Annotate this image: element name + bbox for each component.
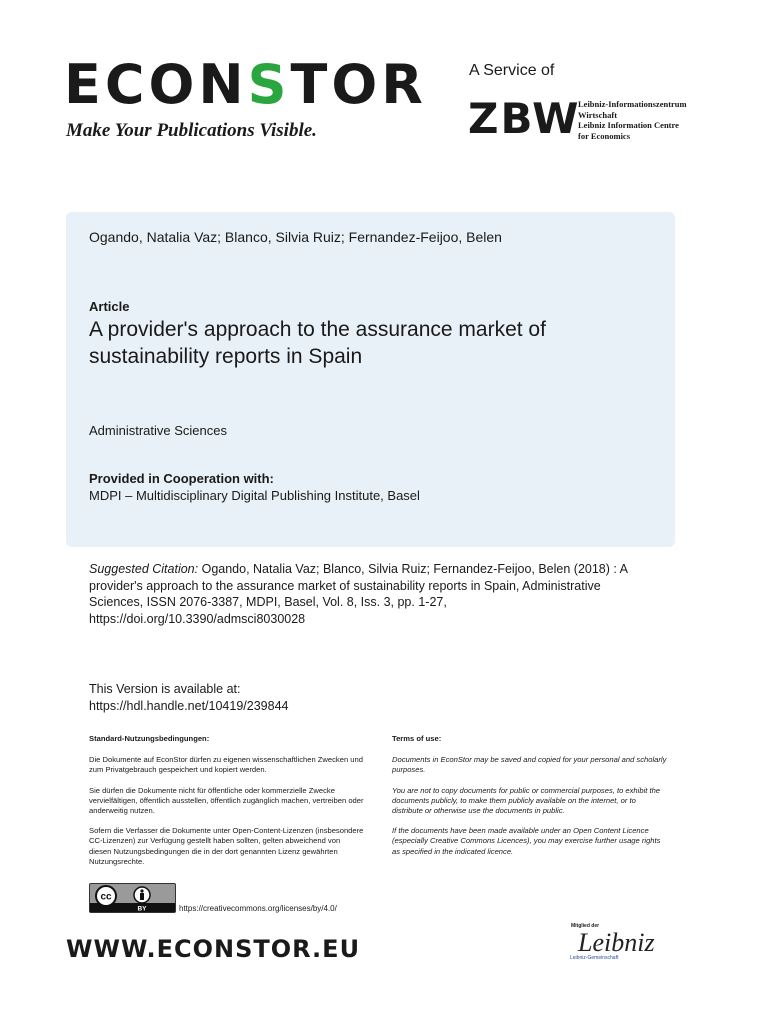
cooperation-label: Provided in Cooperation with: xyxy=(89,471,274,486)
zbw-line: Leibniz Information Centre xyxy=(578,120,679,130)
version-link[interactable]: https://hdl.handle.net/10419/239844 xyxy=(89,699,289,713)
zbw-name xyxy=(578,99,687,141)
zbw-line: for Economics xyxy=(578,130,631,141)
terms-german-paragraph: Sie dürfen die Dokumente nicht für öffentliche oder kommerzielle Zwecke vervielfältigen, öffentlich ausstellen, öffentlich zugänglich machen, vertreiben oder anderweitig nutzen. xyxy=(89,785,364,816)
terms-german-paragraph: Sofern die Verfasser die Dokumente unter Open-Content-Lizenzen (insbesondere CC-Lizenzen) zur Verfügung gestellt haben sollten, gelten abweichend von diesen Nutzungsbedingungen die in der dort genannten Lizenz gewährten Nutzungsrechte. xyxy=(89,826,364,866)
terms-english-paragraph: If the documents have been made available under an Open Content Licence (especially Creative Commons Licences), you may exercise further usage rights as specified in the indicated licence. xyxy=(392,826,661,856)
terms-english-paragraph: You are not to copy documents for public or commercial purposes, to exhibit the documents publicly, to make them publicly available on the internet, or to distribute or otherwise use the documents in public. xyxy=(392,785,661,816)
logo-accent: S xyxy=(247,53,291,116)
terms-english xyxy=(392,734,667,867)
citation-label: Suggested Citation: xyxy=(89,562,199,576)
cc-badge-text: cc xyxy=(100,891,112,903)
econstor-site-link[interactable]: WWW.ECONSTOR.EU xyxy=(66,935,361,963)
logo-part-1: ECON xyxy=(64,53,248,116)
version-label: This Version is available at: xyxy=(89,682,241,696)
zbw-line: Leibniz-Informationszentrum xyxy=(578,99,687,109)
service-of-label: A Service of xyxy=(469,62,555,79)
citation-text[interactable]: Ogando, Natalia Vaz; Blanco, Silvia Ruiz; Fernandez-Feijoo, Belen (2018) : A provider's approach to the assurance market of sustainability reports in Spain, Administrative Sciences, ISSN 2076-3387, MDPI, Basel, Vol. 8, Iss. 3, pp. 1-27, https://doi.org/10.3390/admsci8030028 xyxy=(89,562,628,626)
logo-part-2: TOR xyxy=(290,53,427,116)
tagline: Make Your Publications Visible. xyxy=(66,120,317,141)
zbw-logo: ZBW xyxy=(468,94,581,143)
suggested-citation xyxy=(89,561,649,627)
cooperation-value: MDPI – Multidisciplinary Digital Publishing Institute, Basel xyxy=(89,488,420,503)
zbw-line: Wirtschaft xyxy=(578,109,618,120)
authors: Ogando, Natalia Vaz; Blanco, Silvia Ruiz; Fernandez-Feijoo, Belen xyxy=(89,229,502,245)
journal-name: Administrative Sciences xyxy=(89,423,227,438)
terms-german xyxy=(89,734,364,877)
terms-english-paragraph: Documents in EconStor may be saved and copied for your personal and scholarly purposes. xyxy=(392,755,667,775)
license-link[interactable]: https://creativecommons.org/licenses/by/4.0/ xyxy=(179,904,337,913)
terms-german-paragraph: Die Dokumente auf EconStor dürfen zu eigenen wissenschaftlichen Zwecken und zum Privatgebrauch gespeichert und kopiert werden. xyxy=(89,755,363,775)
terms-german-heading: Standard-Nutzungsbedingungen: xyxy=(89,734,210,743)
article-title: A provider's approach to the assurance market of sustainability reports in Spain xyxy=(89,318,546,368)
leibniz-logo: Leibniz xyxy=(578,928,655,957)
cc-by-icon xyxy=(90,884,175,912)
leibniz-sub-label: Leibniz-Gemeinschaft xyxy=(570,955,619,961)
by-badge-text: BY xyxy=(137,905,147,912)
terms-english-heading: Terms of use: xyxy=(392,734,442,743)
leibniz-member-label: Mitglied der xyxy=(571,923,600,929)
econstor-logo xyxy=(64,53,427,116)
cc-by-badge[interactable] xyxy=(89,883,176,913)
article-type: Article xyxy=(89,299,130,314)
